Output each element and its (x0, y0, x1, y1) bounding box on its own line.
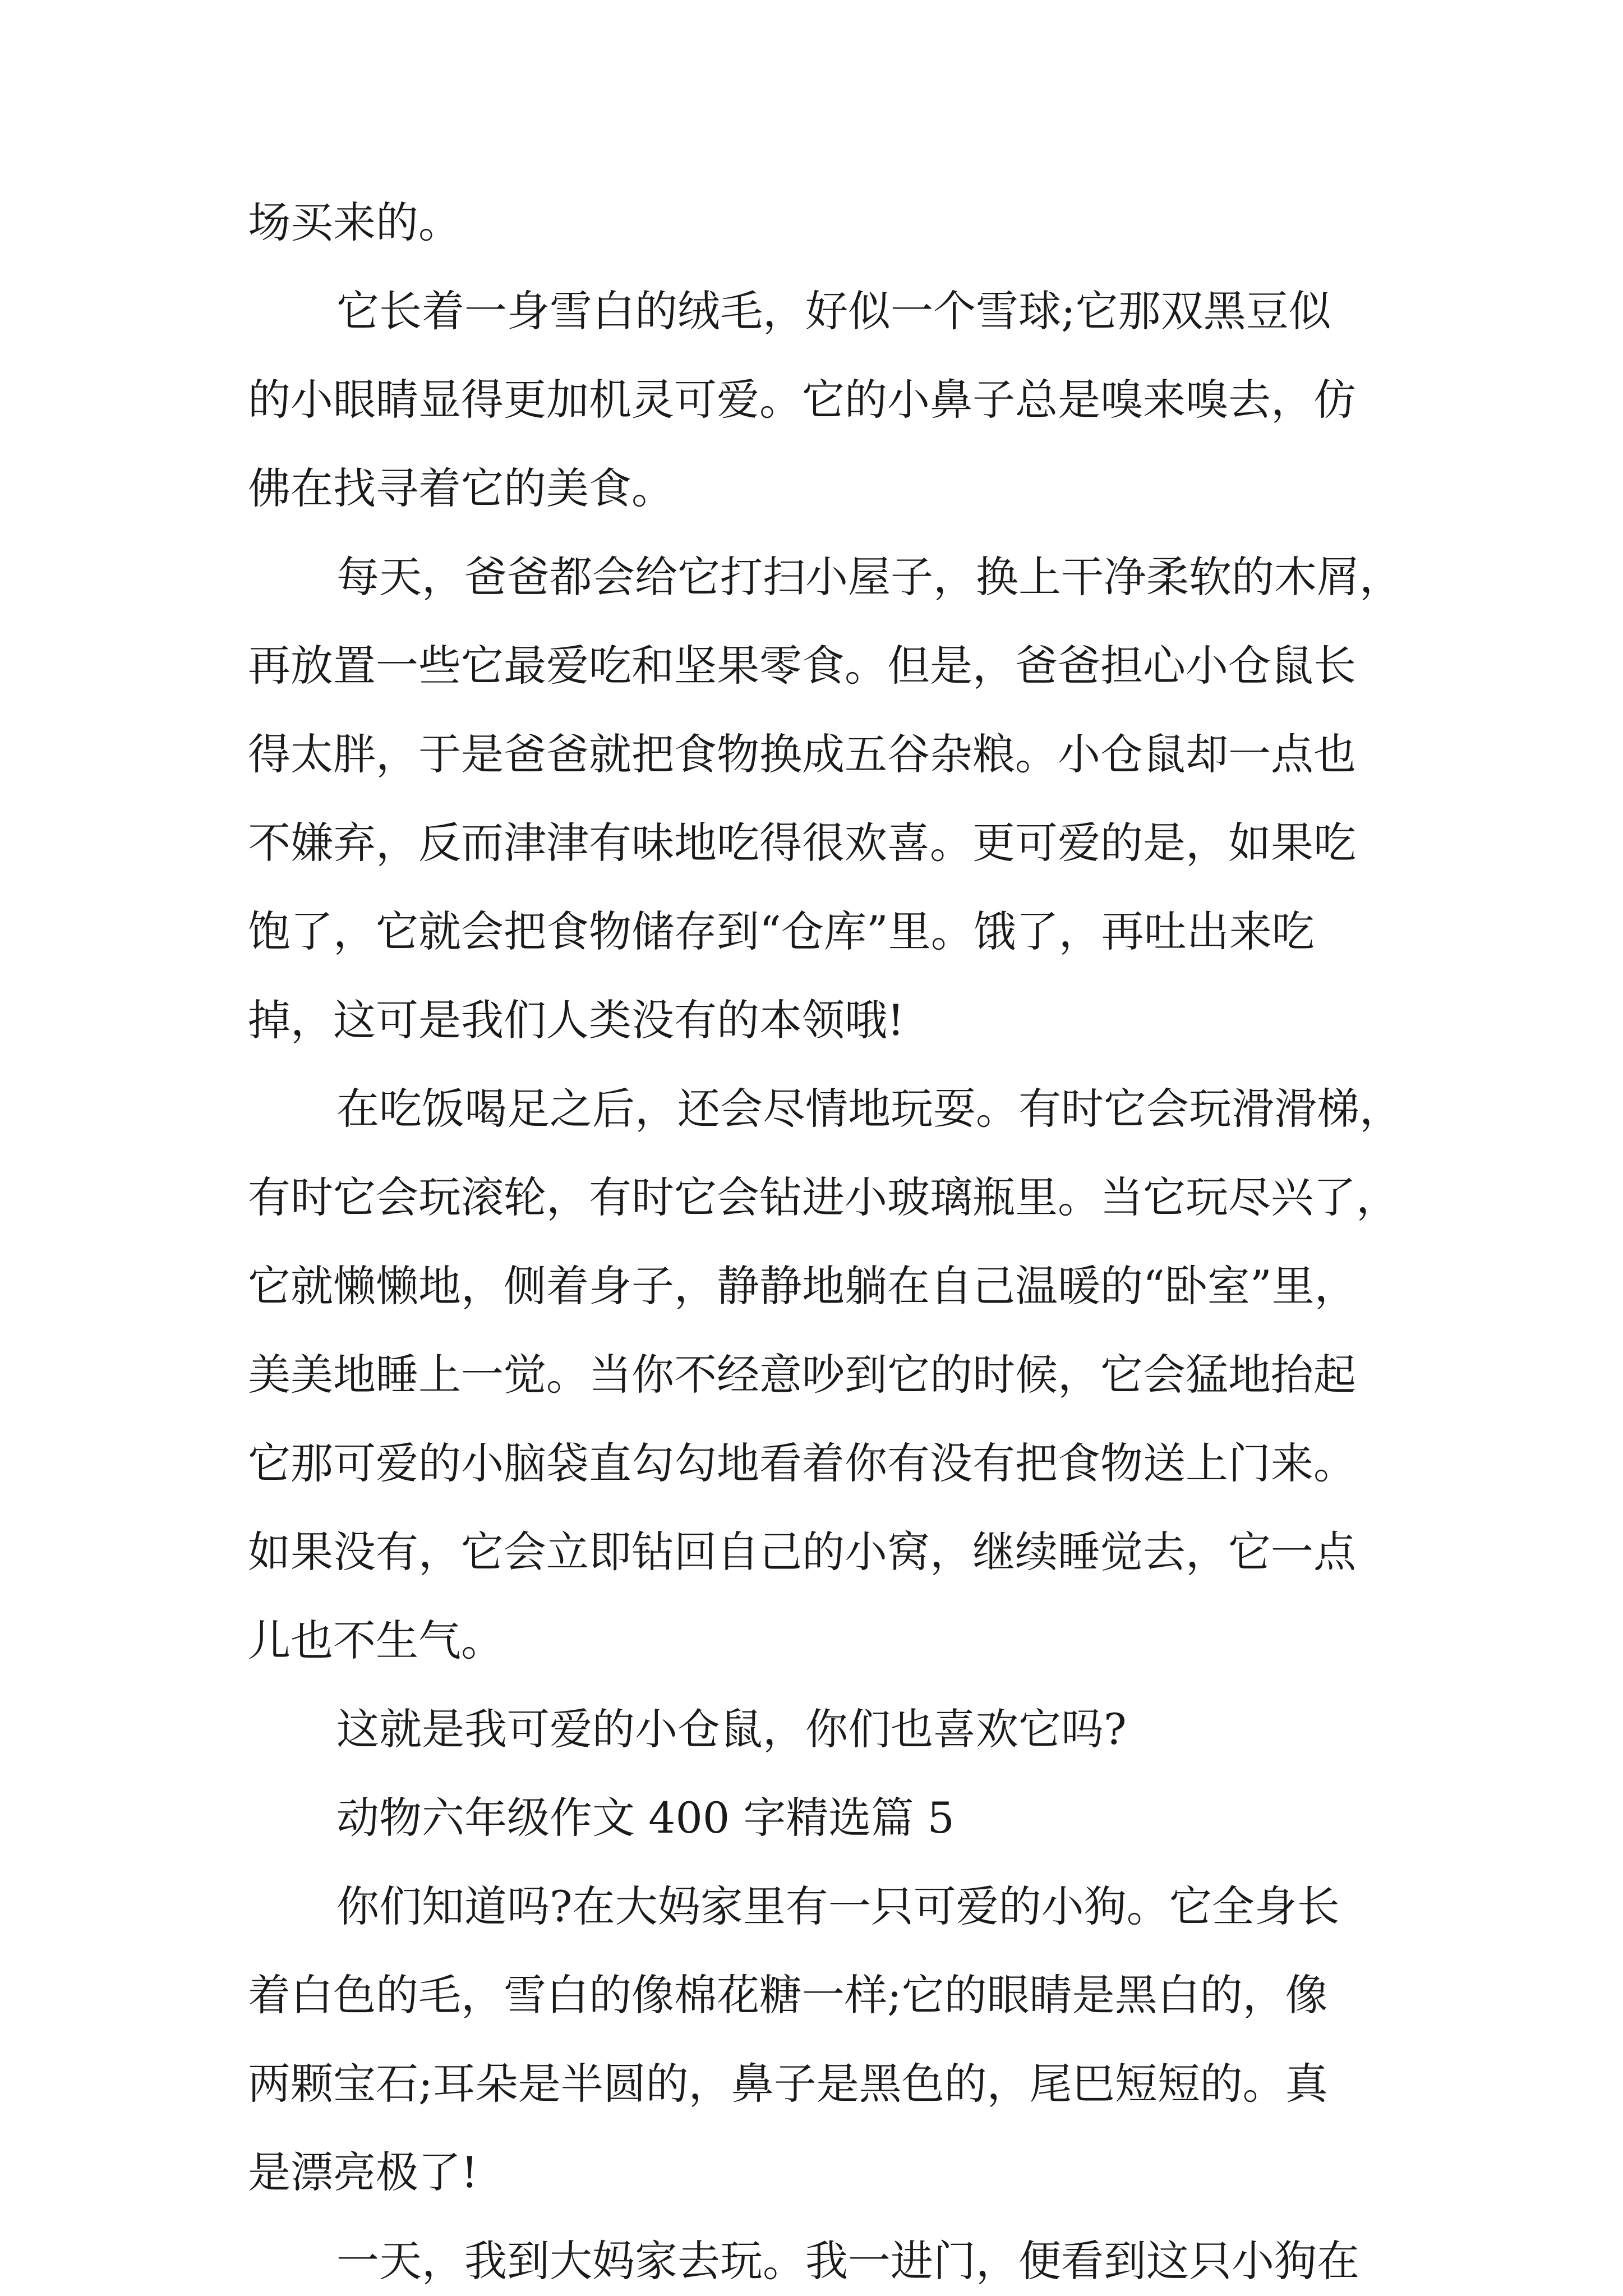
text-line: 它长着一身雪白的绒毛，好似一个雪球;它那双黑豆似 (336, 286, 1331, 336)
text-line: 如果没有，它会立即钻回自己的小窝，继续睡觉去，它一点 (248, 1527, 1356, 1577)
text-line: 动物六年级作文 400 字精选篇 5 (336, 1793, 955, 1843)
text-line: 儿也不生气。 (248, 1616, 504, 1665)
text-line: 它就懒懒地，侧着身子，静静地躺在自己温暖的“卧室”里， (248, 1261, 1357, 1311)
text-line: 着白色的毛，雪白的像棉花糖一样;它的眼睛是黑白的，像 (248, 1970, 1328, 2020)
text-line: 每天，爸爸都会给它打扫小屋子，换上干净柔软的木屑， (336, 552, 1402, 602)
text-line: 一天，我到大妈家去玩。我一进门，便看到这只小狗在 (336, 2236, 1359, 2286)
text-line: 两颗宝石;耳朵是半圆的，鼻子是黑色的，尾巴短短的。真 (248, 2059, 1328, 2109)
text-line: 掉，这可是我们人类没有的本领哦! (248, 995, 905, 1045)
text-line: 再放置一些它最爱吃和坚果零食。但是，爸爸担心小仓鼠长 (248, 641, 1356, 691)
text-line: 饱了，它就会把食物储存到“仓库”里。饿了，再吐出来吃 (248, 907, 1315, 956)
document-body (248, 178, 1403, 2296)
text-line: 得太胖，于是爸爸就把食物换成五谷杂粮。小仓鼠却一点也 (248, 729, 1356, 779)
text-line: 美美地睡上一觉。当你不经意吵到它的时候，它会猛地抬起 (248, 1350, 1356, 1400)
text-line: 是漂亮极了! (248, 2147, 478, 2197)
text-line: 它那可爱的小脑袋直勾勾地看着你有没有把食物送上门来。 (248, 1438, 1356, 1488)
text-line: 这就是我可爱的小仓鼠，你们也喜欢它吗? (336, 1704, 1127, 1754)
text-line: 不嫌弃，反而津津有味地吃得很欢喜。更可爱的是，如果吃 (248, 818, 1356, 868)
text-line: 场买来的。 (248, 197, 461, 247)
text-line: 你们知道吗?在大妈家里有一只可爱的小狗。它全身长 (336, 1881, 1340, 1931)
text-line: 在吃饭喝足之后，还会尽情地玩耍。有时它会玩滑滑梯， (336, 1084, 1402, 1134)
text-line: 有时它会玩滚轮，有时它会钻进小玻璃瓶里。当它玩尽兴了， (248, 1172, 1399, 1222)
text-line: 的小眼睛显得更加机灵可爱。它的小鼻子总是嗅来嗅去，仿 (248, 375, 1356, 425)
text-line: 佛在找寻着它的美食。 (248, 463, 674, 513)
